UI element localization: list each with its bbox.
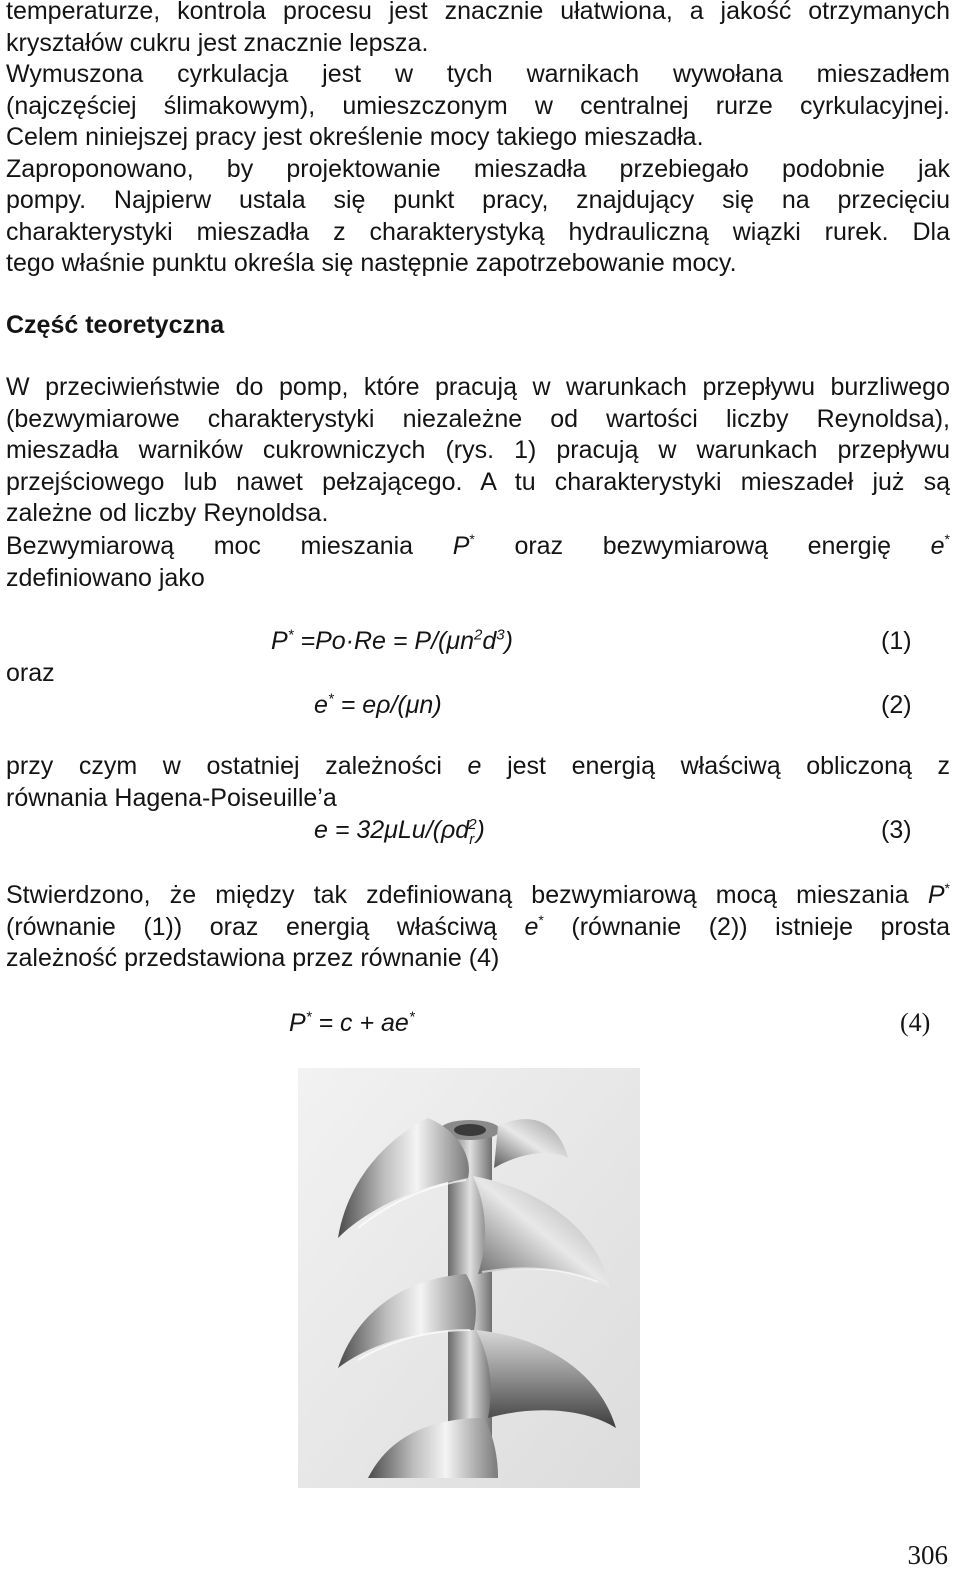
equation-number-1: (1) <box>881 627 912 655</box>
symbol-e: e <box>467 752 482 780</box>
equation-number-2: (2) <box>881 691 912 719</box>
equation-1: $P^* =Po\cdot Re = P/(\mu n^2d^3)$ <box>271 626 513 655</box>
text-line: tego właśnie punktu określa się następnie zapotrzebowanie mocy. <box>6 249 737 277</box>
text-line: Zaproponowano, by projektowanie mieszadła przebiegało podobnie jak <box>6 154 950 183</box>
equation-number-4: (4) <box>900 1008 931 1037</box>
text-line: W przeciwieństwie do pomp, które pracują w warunkach przepływu burzliwego <box>6 373 950 401</box>
text-line: Celem niniejszej pracy jest określenie mocy takiego mieszadła. <box>6 123 704 151</box>
text-line: przejściowego lub nawet pełzającego. A tu charakterystyki mieszadeł już są <box>6 467 950 496</box>
equation-4: P* = c + ae* <box>289 1008 415 1037</box>
text-line <box>6 531 950 563</box>
symbol-e: e* <box>524 911 544 941</box>
text-line: zależność przedstawiona przez równanie (4) <box>6 944 500 972</box>
text-line: charakterystyki mieszadła z charakterystyką hydrauliczną wiązki rurek. Dla <box>6 217 950 246</box>
section-heading: Część teoretyczna <box>6 311 225 339</box>
text-line: mieszadła warników cukrowniczych (rys. 1) pracują w warunkach przepływu <box>6 436 950 464</box>
equation-3: $e = 32\mu Lu/(\rho d_r^2)$ <box>314 815 485 848</box>
intro-paragraph <box>6 0 950 280</box>
symbol-P: P* <box>452 531 475 560</box>
theory-paragraph <box>6 372 950 530</box>
text-line: temperaturze, kontrola procesu jest znacznie ułatwiona, a jakość otrzymanych <box>6 0 950 25</box>
text-line: zależne od liczby Reynoldsa. <box>6 499 329 527</box>
definition-text: oraz bezwymiarową energię <box>514 532 892 560</box>
definition-paragraph <box>6 531 950 594</box>
equation-number-3: (3) <box>881 816 912 844</box>
text-line: (bezwymiarowe charakterystyki niezależne od wartości liczby Reynoldsa), <box>6 404 950 433</box>
text-line: (równanie (1)) oraz energią właściwą e* (równanie (2)) istnieje prosta <box>6 911 951 941</box>
text-line: pompy. Najpierw ustala się punkt pracy, znajdujący się na przecięciu <box>6 186 950 214</box>
text-line: równania Hagena-Poiseuille’a <box>6 783 337 812</box>
page-number: 306 <box>907 1540 948 1570</box>
helical-screw-impeller-photo <box>298 1068 640 1488</box>
text-line: zdefiniowano jako <box>6 563 205 592</box>
text-line: kryształów cukru jest znacznie lepsza. <box>6 28 429 57</box>
oraz-label: oraz <box>6 659 55 687</box>
text-line: (najczęściej ślimakowym), umieszczonym w centralnej rurze cyrkulacyjnej. <box>6 91 950 120</box>
definition-text: Bezwymiarową moc mieszania <box>6 532 414 560</box>
symbol-e: e* <box>930 531 950 560</box>
after-equation-paragraph <box>6 751 950 814</box>
impeller-illustration <box>298 1068 640 1488</box>
text-line: Wymuszona cyrkulacja jest w tych warnikach wywołana mieszadłem <box>6 60 950 88</box>
equation-2: e* = eρ/(μn) <box>314 690 442 719</box>
text-line: przy czym w ostatniej zależności e jest energią właściwą obliczoną z <box>6 752 950 780</box>
conclusion-paragraph <box>6 880 950 975</box>
text-line: Stwierdzono, że między tak zdefiniowaną bezwymiarową mocą mieszania P* <box>6 880 950 909</box>
symbol-P: P* <box>927 880 950 909</box>
